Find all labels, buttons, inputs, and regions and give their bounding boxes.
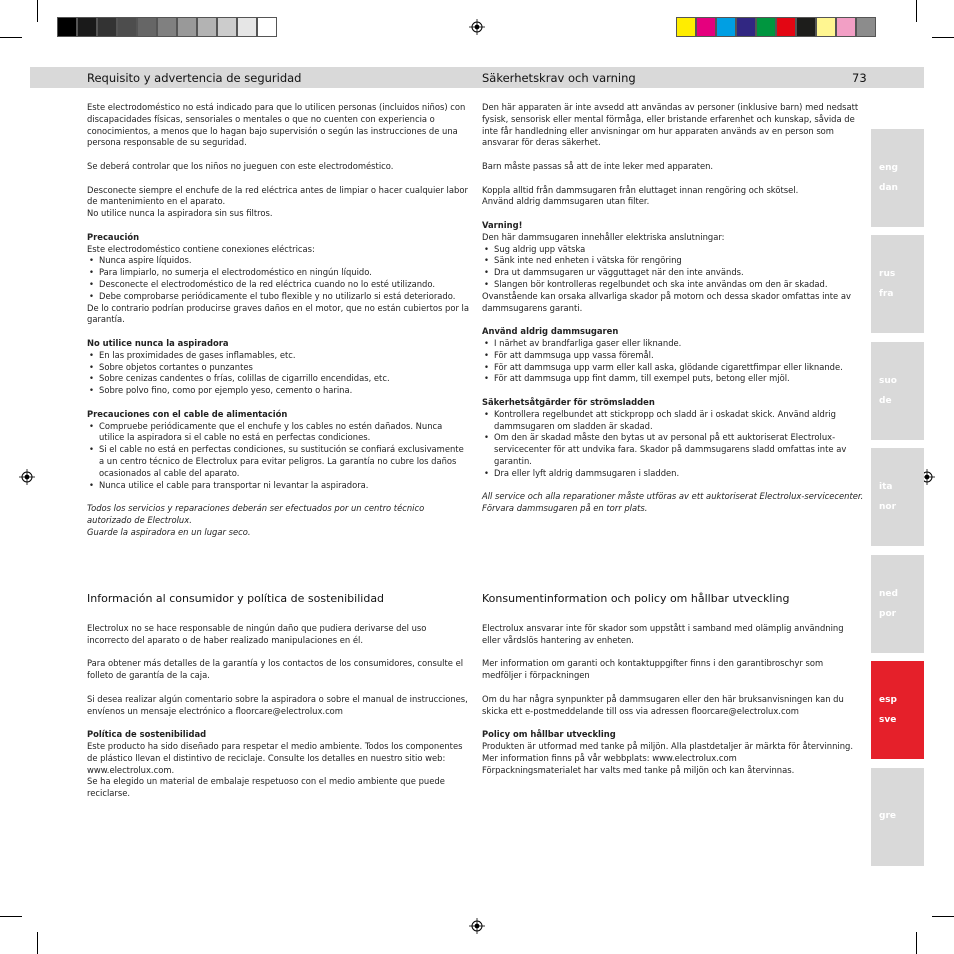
sv-cable-heading: Säkerhetsåtgärder för strömsladden (482, 396, 655, 407)
color-swatch (97, 17, 117, 37)
sv-paragraph: Använd aldrig dammsugaren utan filter. (482, 196, 650, 207)
list-item: • Kontrollera regelbundet att stickpropp och sladd är i oskadat skick. Använd aldrig dammsugaren om sladden är skadad. (482, 409, 864, 433)
process-color-bar (676, 17, 876, 37)
color-swatch (816, 17, 836, 37)
lang-tab-rus-fra[interactable] (871, 235, 924, 333)
es-consumer-title: Información al consumidor y política de sostenibilidad (87, 592, 385, 605)
sv-paragraph: Den här apparaten är inte avsedd att användas av personer (inklusive barn) med nedsatt fysisk, sensorisk eller mental förmåga, eller bristande erfarenhet och kunskap, såvida de inte får handledning eller anvisningar om hur apparaten används av en person som ansvarar för deras säkerhet. (482, 102, 859, 148)
es-cable-heading: Precauciones con el cable de alimentación (87, 408, 288, 419)
list-item: • För att dammsuga upp fint damm, till exempel puts, betong eller mjöl. (482, 373, 864, 385)
crop-mark (0, 37, 22, 38)
color-swatch (676, 17, 696, 37)
sv-consumer-section (482, 623, 864, 776)
registration-mark-icon (19, 469, 35, 485)
lang-tab-label: ita (879, 482, 893, 492)
es-sustainability-heading: Política de sostenibilidad (87, 729, 207, 740)
sv-sustainability-paragraph: Förpackningsmaterialet har valts med tanke på miljön och kan återvinnas. (482, 764, 795, 775)
crop-mark (37, 932, 38, 954)
color-swatch (77, 17, 97, 37)
sv-storage-note: Förvara dammsugaren på en torr plats. (482, 503, 648, 514)
es-safety-section (87, 102, 469, 538)
lang-tab-eng-dan[interactable] (871, 129, 924, 227)
list-item: • Compruebe periódicamente que el enchufe y los cables no estén dañados. Nunca utilice la aspiradora si el cable no está en perfectas condiciones. (87, 421, 469, 445)
color-swatch (257, 17, 277, 37)
color-swatch (217, 17, 237, 37)
sv-consumer-paragraph: Om du har några synpunkter på dammsugaren eller den här bruksanvisningen kan du skicka ett e-postmeddelande till oss via adressen floorcare@electrolux.com (482, 693, 844, 716)
color-swatch (137, 17, 157, 37)
sv-paragraph: Barn måste passas så att de inte leker med apparaten. (482, 160, 714, 171)
list-item: • Si el cable no está en perfectas condiciones, su sustitución se confiará exclusivamente a un centro técnico de Electrolux para evitar peligros. La garantía no cubre los daños ocasionados al cable del aparato. (87, 444, 469, 479)
es-sustainability-paragraph: Este producto ha sido diseñado para respetar el medio ambiente. Todos los componentes de plástico llevan el distintivo de reciclaje. Consulte los detalles en nuestro sitio web: www.electrolux.com. (87, 740, 463, 775)
list-item: • Sug aldrig upp vätska (482, 244, 864, 256)
lang-tab-label: nor (879, 502, 897, 512)
sv-consumer-paragraph: Electrolux ansvarar inte för skador som uppstått i samband med olämplig användning eller vårdslös hantering av enheten. (482, 623, 844, 645)
list-item: • Debe comprobarse periódicamente el tubo flexible y no utilizarlo si está deteriorado. (87, 291, 469, 303)
sv-warning-heading: Varning! (482, 219, 523, 230)
sv-consumer-paragraph: Mer information om garanti och kontaktuppgifter finns i den garantibroschyr som medföljer i förpackningen (482, 658, 824, 681)
crop-mark (932, 37, 954, 38)
es-never-heading: No utilice nunca la aspiradora (87, 337, 229, 348)
list-item: • I närhet av brandfarliga gaser eller liknande. (482, 338, 864, 350)
es-consumer-paragraph: Si desea realizar algún comentario sobre la aspiradora o sobre el manual de instrucciones, envíenos un mensaje electrónico a floorcare@electrolux.com (87, 693, 468, 716)
es-storage-note: Guarde la aspiradora en un lugar seco. (87, 526, 251, 537)
lang-tab-label: esp (879, 695, 897, 705)
list-item: • För att dammsuga upp varm eller kall aska, glödande cigarettfimpar eller liknande. (482, 362, 864, 374)
sv-warning-outro: Ovanstående kan orsaka allvarliga skador på motorn och dessa skador omfattas inte av dammsugarens garanti. (482, 290, 851, 313)
lang-tab-label: de (879, 396, 892, 406)
es-caution-intro: Este electrodoméstico contiene conexiones eléctricas: (87, 243, 315, 254)
es-consumer-paragraph: Para obtener más detalles de la garantía y los contactos de los consumidores, consulte el folleto de garantía de la caja. (87, 658, 464, 681)
gray-color-bar (57, 17, 277, 37)
list-item: • Sänk inte ned enheten i vätska för rengöring (482, 255, 864, 267)
color-swatch (716, 17, 736, 37)
color-swatch (776, 17, 796, 37)
color-swatch (237, 17, 257, 37)
es-never-list (87, 350, 469, 397)
crop-mark (0, 916, 22, 917)
sv-sustainability-paragraph: Produkten är utformad med tanke på miljön. Alla plastdetaljer är märkta för återvinning. Mer information finns på vår webbplats: www.electrolux.com (482, 740, 854, 763)
list-item: • För att dammsuga upp vassa föremål. (482, 350, 864, 362)
es-caution-list (87, 255, 469, 302)
lang-tab-label: ned (879, 589, 898, 599)
crop-mark (916, 932, 917, 954)
registration-mark-icon (469, 19, 485, 35)
lang-tab-label: fra (879, 289, 894, 299)
lang-tab-label: suo (879, 376, 897, 386)
es-paragraph: Este electrodoméstico no está indicado para que lo utilicen personas (incluidos niños) con discapacidades físicas, sensoriales o mentales o que no cuenten con experiencia o conocimientos, a menos que lo hagan bajo supervisión o según las instrucciones de una persona responsable de su seguridad. (87, 102, 466, 148)
list-item: • Dra eller lyft aldrig dammsugaren i sladden. (482, 468, 864, 480)
sv-warning-list (482, 244, 864, 291)
sv-sustainability-heading: Policy om hållbar utveckling (482, 729, 616, 740)
lang-tab-ita-nor[interactable] (871, 448, 924, 546)
sv-warning-intro: Den här dammsugaren innehåller elektriska anslutningar: (482, 231, 725, 242)
es-consumer-paragraph: Electrolux no se hace responsable de ningún daño que pudiera derivarse del uso incorrecto del aparato o de haber realizado manipulaciones en él. (87, 623, 427, 645)
color-swatch (177, 17, 197, 37)
es-cable-list (87, 421, 469, 492)
list-item: • En las proximidades de gases inflamables, etc. (87, 350, 469, 362)
es-paragraph: No utilice nunca la aspiradora sin sus filtros. (87, 208, 273, 219)
page-number: 73 (852, 71, 867, 85)
lang-tab-label: eng (879, 163, 898, 173)
color-swatch (157, 17, 177, 37)
lang-tab-ned-por[interactable] (871, 555, 924, 653)
lang-tab-label: gre (879, 811, 896, 821)
list-item: • Sobre polvo fino, como por ejemplo yeso, cemento o harina. (87, 385, 469, 397)
lang-tab-label: rus (879, 269, 896, 279)
crop-mark (932, 916, 954, 917)
es-sustainability-paragraph: Se ha elegido un material de embalaje respetuoso con el medio ambiente que puede reciclarse. (87, 776, 445, 799)
lang-tab-label: por (879, 609, 897, 619)
list-item: • Sobre cenizas candentes o frías, colillas de cigarrillo encendidas, etc. (87, 373, 469, 385)
es-consumer-section (87, 623, 469, 800)
lang-tab-esp-sve[interactable] (871, 661, 924, 759)
es-caution-heading: Precaución (87, 231, 140, 242)
list-item: • Nunca utilice el cable para transportar ni levantar la aspiradora. (87, 480, 469, 492)
registration-mark-icon (469, 918, 485, 934)
lang-tab-label: sve (879, 715, 897, 725)
left-header-title: Requisito y advertencia de seguridad (87, 71, 302, 85)
sv-never-list (482, 338, 864, 385)
sv-safety-section (482, 102, 864, 515)
sv-never-heading: Använd aldrig dammsugaren (482, 326, 619, 337)
lang-tab-gre[interactable] (871, 768, 924, 866)
sv-service-note: All service och alla reparationer måste utföras av ett auktoriserat Electrolux-servicecenter. (482, 491, 864, 502)
es-caution-outro: De lo contrario podrían producirse graves daños en el motor, que no están cubiertos por la garantía. (87, 302, 470, 325)
color-swatch (836, 17, 856, 37)
sv-cable-list (482, 409, 864, 480)
lang-tab-label: dan (879, 183, 898, 193)
list-item: • Para limpiarlo, no sumerja el electrodoméstico en ningún líquido. (87, 267, 469, 279)
list-item: • Om den är skadad måste den bytas ut av personal på ett auktoriserat Electrolux-servicecenter för att undvika fara. Skador på dammsugarens sladd omfattas inte av garantin. (482, 432, 864, 467)
list-item: • Nunca aspire líquidos. (87, 255, 469, 267)
lang-tab-suo-de[interactable] (871, 342, 924, 440)
color-swatch (696, 17, 716, 37)
right-header-title: Säkerhetskrav och varning (482, 71, 636, 85)
es-paragraph: Se deberá controlar que los niños no jueguen con este electrodoméstico. (87, 160, 394, 171)
sv-paragraph: Koppla alltid från dammsugaren från eluttaget innan rengöring och skötsel. (482, 184, 799, 195)
list-item: • Desconecte el electrodoméstico de la red eléctrica cuando no lo esté utilizando. (87, 279, 469, 291)
color-swatch (197, 17, 217, 37)
list-item: • Dra ut dammsugaren ur vägguttaget när den inte används. (482, 267, 864, 279)
crop-mark (916, 0, 917, 22)
color-swatch (736, 17, 756, 37)
list-item: • Slangen bör kontrolleras regelbundet och ska inte användas om den är skadad. (482, 279, 864, 291)
color-swatch (796, 17, 816, 37)
crop-mark (37, 0, 38, 22)
color-swatch (756, 17, 776, 37)
color-swatch (57, 17, 77, 37)
sv-consumer-title: Konsumentinformation och policy om hållbar utveckling (482, 592, 790, 605)
list-item: • Sobre objetos cortantes o punzantes (87, 362, 469, 374)
color-swatch (117, 17, 137, 37)
es-service-note: Todos los servicios y reparaciones deberán ser efectuados por un centro técnico autorizado de Electrolux. (87, 503, 425, 525)
es-paragraph: Desconecte siempre el enchufe de la red eléctrica antes de limpiar o hacer cualquier labor de mantenimiento en el aparato. (87, 184, 468, 207)
color-swatch (856, 17, 876, 37)
